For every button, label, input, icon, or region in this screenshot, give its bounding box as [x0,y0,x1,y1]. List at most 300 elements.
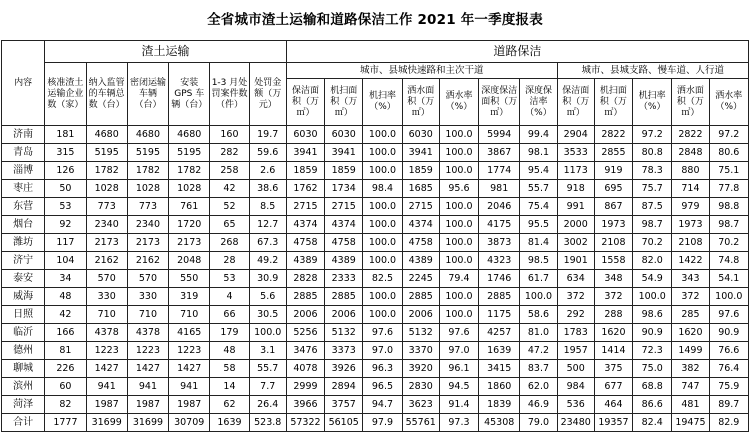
table-cell: 1223 [127,342,168,360]
table-cell: 100.0 [363,306,402,324]
table-cell: 1859 [325,162,363,180]
table-cell: 49.2 [249,252,286,270]
table-cell: 747 [672,378,709,396]
table-cell: 315 [45,144,86,162]
table-cell: 100.0 [439,234,478,252]
table-cell: 82.5 [363,270,402,288]
city-name-cell: 菏泽 [2,396,45,414]
table-cell: 2828 [286,270,324,288]
table-cell: 330 [127,288,168,306]
table-cell: 48 [45,288,86,306]
table-cell: 98.8 [709,198,748,216]
table-cell: 981 [479,180,520,198]
table-cell: 72.3 [633,342,672,360]
table-cell: 570 [86,270,127,288]
table-cell: 2885 [325,288,363,306]
table-cell: 2904 [557,126,594,144]
table-cell: 19357 [594,414,632,432]
table-cell: 1987 [169,396,210,414]
header-main-roads: 城市、县城快速路和主次干道 [286,63,557,79]
table-cell: 83.7 [520,360,557,378]
table-cell: 677 [594,378,632,396]
city-name-cell: 济宁 [2,252,45,270]
table-cell: 97.2 [633,126,672,144]
table-cell: 382 [672,360,709,378]
table-row [2,414,749,432]
table-cell: 941 [86,378,127,396]
header-branch-machine-area: 机扫面积（万㎡） [594,79,632,126]
city-name-cell: 济南 [2,126,45,144]
table-cell: 100.0 [363,198,402,216]
table-cell: 1499 [672,342,709,360]
table-cell: 55.7 [520,180,557,198]
table-cell: 87.5 [633,198,672,216]
table-cell: 60 [45,378,86,396]
table-cell: 6030 [286,126,324,144]
table-cell: 81.0 [520,324,557,342]
report-body [2,126,749,432]
table-cell: 919 [594,162,632,180]
table-cell: 28 [210,252,249,270]
table-cell: 46.9 [520,396,557,414]
table-cell: 74.8 [709,252,748,270]
table-cell: 1223 [169,342,210,360]
table-cell: 979 [672,198,709,216]
table-cell: 2173 [127,234,168,252]
table-cell: 1028 [86,180,127,198]
table-cell: 42 [45,306,86,324]
header-content: 内容 [2,41,45,126]
table-cell: 2855 [594,144,632,162]
table-cell: 2006 [402,306,439,324]
table-cell: 4078 [286,360,324,378]
table-cell: 1427 [127,360,168,378]
table-cell: 4758 [402,234,439,252]
table-cell: 98.6 [633,306,672,324]
table-cell: 3.1 [249,342,286,360]
table-cell: 1620 [594,324,632,342]
table-cell: 3415 [479,360,520,378]
table-cell: 50 [45,180,86,198]
table-cell: 97.0 [363,342,402,360]
table-cell: 1777 [45,414,86,432]
table-cell: 2894 [325,378,363,396]
table-cell: 181 [45,126,86,144]
table-cell: 8.5 [249,198,286,216]
table-cell: 31699 [127,414,168,432]
table-cell: 2046 [479,198,520,216]
table-cell: 2173 [169,234,210,252]
table-cell: 4680 [127,126,168,144]
table-cell: 258 [210,162,249,180]
table-cell: 372 [557,288,594,306]
table-row [2,378,749,396]
table-cell: 4680 [169,126,210,144]
table-cell: 100.0 [633,288,672,306]
table-cell: 1957 [557,342,594,360]
table-cell: 52 [210,198,249,216]
table-cell: 97.6 [363,324,402,342]
table-cell: 714 [672,180,709,198]
table-row [2,252,749,270]
table-cell: 3867 [479,144,520,162]
table-cell: 1720 [169,216,210,234]
header-branch-machine-rate: 机扫率（%） [633,79,672,126]
table-cell: 2006 [325,306,363,324]
table-cell: 58 [210,360,249,378]
table-cell: 1734 [325,180,363,198]
table-cell: 100.0 [439,216,478,234]
city-name-cell: 德州 [2,342,45,360]
table-cell: 5.6 [249,288,286,306]
table-cell: 99.4 [520,126,557,144]
table-cell: 70.2 [709,234,748,252]
table-cell: 941 [127,378,168,396]
table-cell: 2715 [286,198,324,216]
table-cell: 76.4 [709,360,748,378]
table-cell: 62.0 [520,378,557,396]
table-cell: 4758 [325,234,363,252]
table-cell: 5256 [286,324,324,342]
table-cell: 100.0 [363,288,402,306]
city-name-cell: 潍坊 [2,234,45,252]
table-cell: 5195 [169,144,210,162]
table-cell: 179 [210,324,249,342]
header-col-sealed-vehicles: 密闭运输车辆（台） [127,63,168,126]
table-cell: 98.7 [709,216,748,234]
table-cell: 67.3 [249,234,286,252]
table-cell: 30.5 [249,306,286,324]
table-row [2,216,749,234]
table-cell: 1685 [402,180,439,198]
table-cell: 94.7 [363,396,402,414]
table-cell: 2885 [479,288,520,306]
table-cell: 78.3 [633,162,672,180]
table-cell: 45308 [479,414,520,432]
table-cell: 1774 [479,162,520,180]
table-cell: 710 [127,306,168,324]
table-cell: 96.1 [439,360,478,378]
table-cell: 2885 [286,288,324,306]
table-cell: 53 [210,270,249,288]
table-cell: 68.8 [633,378,672,396]
table-cell: 710 [169,306,210,324]
table-cell: 1639 [210,414,249,432]
table-row [2,234,749,252]
table-cell: 19.7 [249,126,286,144]
table-cell: 4165 [169,324,210,342]
table-cell: 1859 [402,162,439,180]
table-row [2,144,749,162]
table-cell: 343 [672,270,709,288]
table-cell: 100.0 [363,234,402,252]
table-cell: 66 [210,306,249,324]
table-cell: 3941 [325,144,363,162]
table-cell: 918 [557,180,594,198]
table-cell: 2173 [86,234,127,252]
city-name-cell: 临沂 [2,324,45,342]
table-cell: 75.0 [633,360,672,378]
table-cell: 100.0 [439,288,478,306]
table-cell: 1762 [286,180,324,198]
table-cell: 79.0 [520,414,557,432]
table-cell: 61.7 [520,270,557,288]
table-cell: 5195 [86,144,127,162]
table-cell: 96.5 [363,378,402,396]
table-cell: 2715 [402,198,439,216]
table-cell: 76.6 [709,342,748,360]
table-row [2,288,749,306]
table-cell: 2885 [402,288,439,306]
table-cell: 5132 [402,324,439,342]
city-name-cell: 淄博 [2,162,45,180]
table-cell: 3623 [402,396,439,414]
header-road-cleaning: 道路保洁 [286,41,748,63]
table-row [2,198,749,216]
table-cell: 104 [45,252,86,270]
table-cell: 77.8 [709,180,748,198]
table-cell: 97.9 [363,414,402,432]
table-cell: 100.0 [439,126,478,144]
header-col-vehicles-total: 纳入监管的车辆总数（台） [86,63,127,126]
table-cell: 98.5 [520,252,557,270]
table-cell: 94.5 [439,378,478,396]
table-cell: 3941 [286,144,324,162]
table-cell: 4 [210,288,249,306]
table-cell: 372 [594,288,632,306]
table-cell: 4378 [86,324,127,342]
table-cell: 867 [594,198,632,216]
city-name-cell: 滨州 [2,378,45,396]
table-cell: 26.4 [249,396,286,414]
table-cell: 96.3 [363,360,402,378]
table-cell: 4323 [479,252,520,270]
table-cell: 160 [210,126,249,144]
table-cell: 56105 [325,414,363,432]
table-cell: 1427 [169,360,210,378]
table-cell: 2333 [325,270,363,288]
table-cell: 288 [594,306,632,324]
table-cell: 4175 [479,216,520,234]
table-cell: 1839 [479,396,520,414]
table-cell: 773 [86,198,127,216]
table-cell: 75.9 [709,378,748,396]
table-cell: 30.9 [249,270,286,288]
city-name-cell: 青岛 [2,144,45,162]
table-cell: 4389 [402,252,439,270]
table-cell: 282 [210,144,249,162]
table-cell: 1783 [557,324,594,342]
table-row [2,270,749,288]
header-branch-water-rate: 洒水率（%） [709,79,748,126]
table-cell: 695 [594,180,632,198]
table-cell: 5132 [325,324,363,342]
table-cell: 19475 [672,414,709,432]
city-name-cell: 合计 [2,414,45,432]
table-cell: 57322 [286,414,324,432]
table-cell: 4389 [286,252,324,270]
table-cell: 4680 [86,126,127,144]
table-cell: 348 [594,270,632,288]
table-cell: 991 [557,198,594,216]
city-name-cell: 日照 [2,306,45,324]
table-row [2,324,749,342]
table-cell: 2715 [325,198,363,216]
table-cell: 2006 [286,306,324,324]
table-cell: 100.0 [709,288,748,306]
table-row [2,162,749,180]
table-cell: 1859 [286,162,324,180]
table-cell: 1901 [557,252,594,270]
table-cell: 372 [672,288,709,306]
table-cell: 55761 [402,414,439,432]
table-cell: 3370 [402,342,439,360]
table-cell: 81 [45,342,86,360]
table-cell: 95.5 [520,216,557,234]
table-cell: 31699 [86,414,127,432]
table-cell: 97.6 [439,324,478,342]
table-cell: 14 [210,378,249,396]
table-cell: 4389 [325,252,363,270]
table-cell: 4378 [127,324,168,342]
table-cell: 4374 [286,216,324,234]
table-cell: 710 [86,306,127,324]
table-cell: 75.4 [520,198,557,216]
table-cell: 100.0 [363,252,402,270]
table-cell: 100.0 [363,216,402,234]
table-cell: 5994 [479,126,520,144]
table-cell: 7.7 [249,378,286,396]
table-cell: 3920 [402,360,439,378]
header-col-penalty-amount: 处罚金额（万元） [249,63,286,126]
table-cell: 3476 [286,342,324,360]
table-cell: 1639 [479,342,520,360]
table-cell: 95.4 [520,162,557,180]
city-name-cell: 泰安 [2,270,45,288]
table-cell: 97.2 [709,126,748,144]
table-cell: 100.0 [363,144,402,162]
table-cell: 1782 [127,162,168,180]
table-cell: 82.9 [709,414,748,432]
table-cell: 59.6 [249,144,286,162]
table-cell: 100.0 [520,288,557,306]
table-cell: 2162 [127,252,168,270]
table-cell: 100.0 [439,252,478,270]
table-row [2,180,749,198]
table-cell: 47.2 [520,342,557,360]
table-cell: 1414 [594,342,632,360]
table-cell: 82.0 [633,252,672,270]
city-name-cell: 东营 [2,198,45,216]
table-cell: 1782 [86,162,127,180]
table-cell: 90.9 [709,324,748,342]
table-cell: 773 [127,198,168,216]
table-cell: 95.6 [439,180,478,198]
city-name-cell: 枣庄 [2,180,45,198]
table-cell: 464 [594,396,632,414]
table-cell: 90.9 [633,324,672,342]
table-cell: 70.2 [633,234,672,252]
table-cell: 6030 [325,126,363,144]
table-row [2,306,749,324]
table-cell: 97.3 [439,414,478,432]
table-cell: 1746 [479,270,520,288]
table-cell: 880 [672,162,709,180]
table-cell: 91.4 [439,396,478,414]
header-main-water-area: 洒水面积（万㎡） [402,79,439,126]
table-cell: 3533 [557,144,594,162]
table-cell: 3926 [325,360,363,378]
table-cell: 634 [557,270,594,288]
table-cell: 761 [169,198,210,216]
table-cell: 1028 [127,180,168,198]
table-cell: 6030 [402,126,439,144]
table-cell: 4257 [479,324,520,342]
table-cell: 2108 [594,234,632,252]
table-cell: 2822 [672,126,709,144]
table-cell: 2000 [557,216,594,234]
table-row [2,396,749,414]
table-cell: 82 [45,396,86,414]
header-main-machine-area: 机扫面积（万㎡） [325,79,363,126]
table-cell: 100.0 [439,162,478,180]
table-cell: 117 [45,234,86,252]
header-muck-transport: 渣土运输 [45,41,287,63]
header-branch-water-area: 洒水面积（万㎡） [672,79,709,126]
header-main-deep-area: 深度保洁面积（万㎡） [479,79,520,126]
table-cell: 536 [557,396,594,414]
table-cell: 292 [557,306,594,324]
table-cell: 1427 [86,360,127,378]
table-cell: 5195 [127,144,168,162]
table-cell: 1558 [594,252,632,270]
table-cell: 226 [45,360,86,378]
table-cell: 86.6 [633,396,672,414]
table-cell: 3873 [479,234,520,252]
table-cell: 42 [210,180,249,198]
table-cell: 97.6 [709,306,748,324]
table-cell: 30709 [169,414,210,432]
table-cell: 1973 [594,216,632,234]
header-col-gps-vehicles: 安装 GPS 车辆（台） [169,63,210,126]
table-cell: 2999 [286,378,324,396]
header-main-clean-area: 保洁面积（万㎡） [286,79,324,126]
table-cell: 1223 [86,342,127,360]
table-cell: 89.7 [709,396,748,414]
table-cell: 4374 [402,216,439,234]
table-cell: 319 [169,288,210,306]
table-cell: 3757 [325,396,363,414]
city-name-cell: 烟台 [2,216,45,234]
header-branch-roads: 城市、县城支路、慢车道、人行道 [557,63,748,79]
table-cell: 3941 [402,144,439,162]
table-cell: 1175 [479,306,520,324]
table-cell: 100.0 [439,198,478,216]
city-name-cell: 威海 [2,288,45,306]
table-cell: 1782 [169,162,210,180]
table-cell: 100.0 [249,324,286,342]
table-cell: 75.7 [633,180,672,198]
header-col-penalty-cases: 1-3 月处罚案件数（件） [210,63,249,126]
table-row [2,126,749,144]
table-cell: 75.1 [709,162,748,180]
table-cell: 58.6 [520,306,557,324]
table-cell: 2.6 [249,162,286,180]
table-cell: 481 [672,396,709,414]
table-cell: 2822 [594,126,632,144]
table-cell: 3966 [286,396,324,414]
table-cell: 1173 [557,162,594,180]
